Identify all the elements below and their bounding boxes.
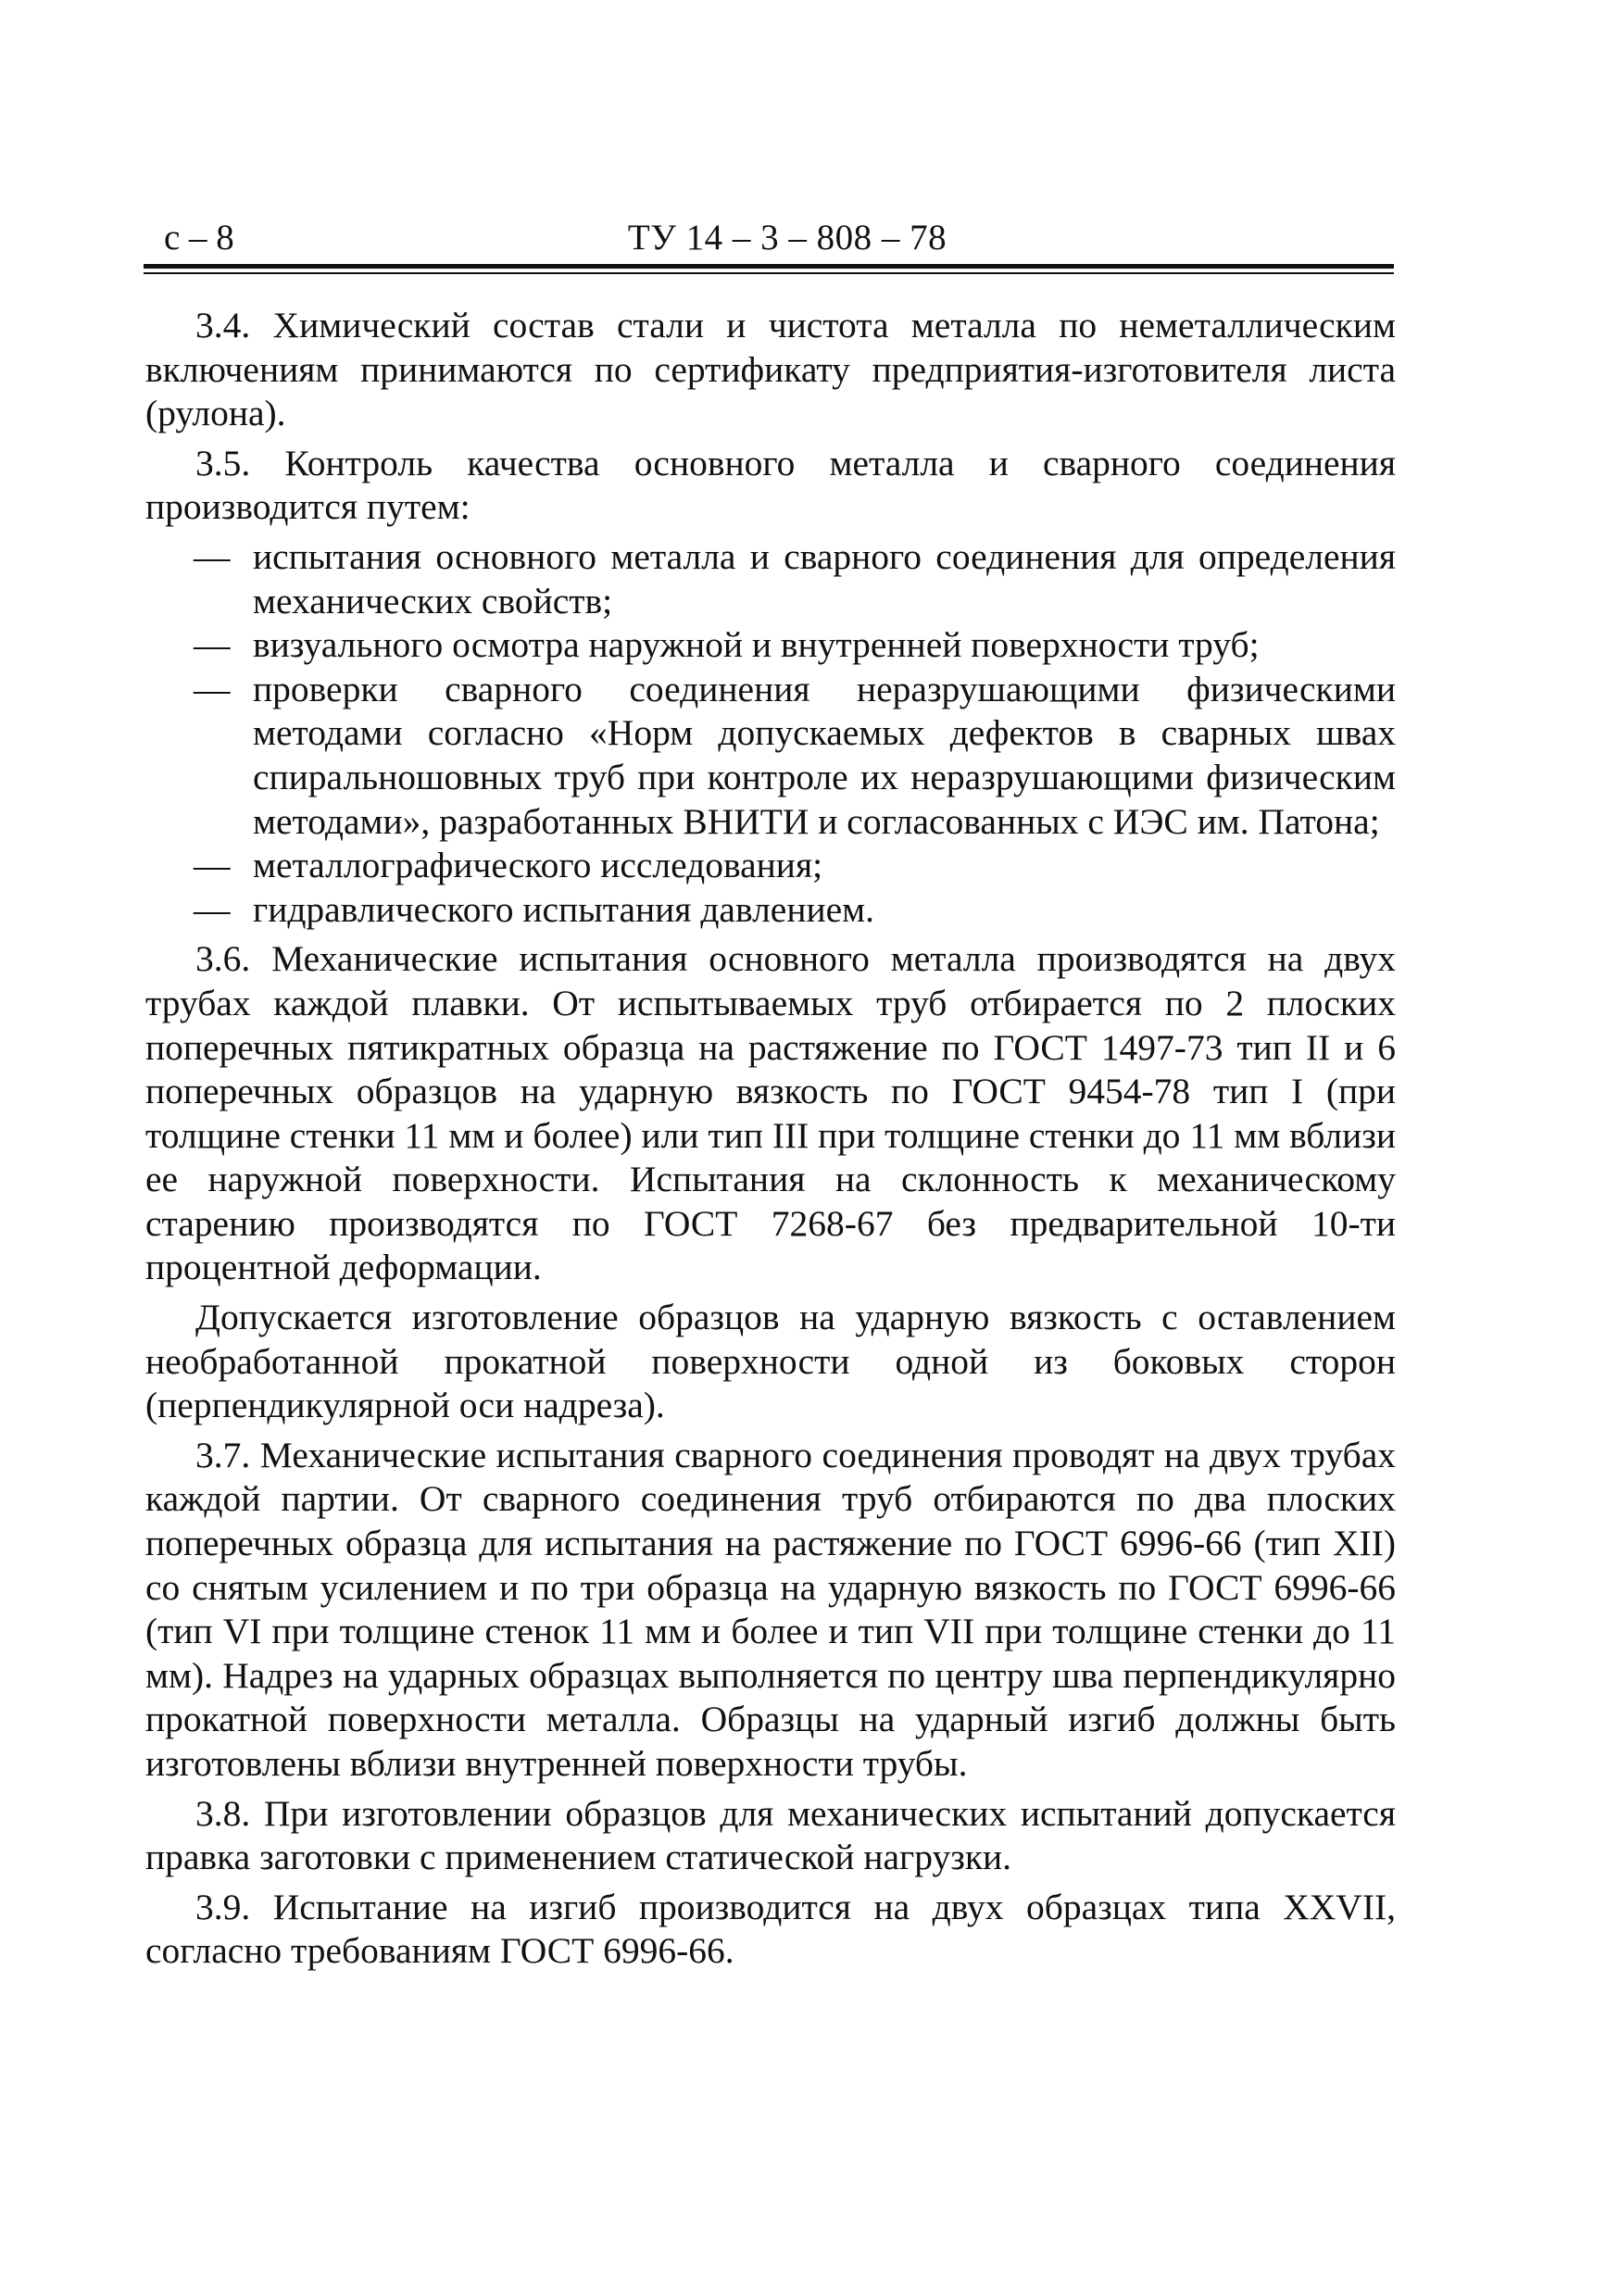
list-item-text: проверки сварного соединения неразрушающими физическими методами согласно «Норм допускаемых дефектов в сварных швах спиральношовных труб при контроле их неразрушающими физическим методами», разработанных ВНИТИ и согласованных с ИЭС им. Патона; [253, 668, 1396, 842]
list-item [145, 668, 1396, 844]
list-item-text: испытания основного металла и сварного соединения для определения механических свойств; [253, 535, 1396, 621]
section-3-5-list [145, 535, 1396, 932]
list-item-text: гидравлического испытания давлением. [253, 888, 875, 930]
list-item [145, 844, 1396, 888]
header-rule-thin [144, 272, 1394, 274]
document-code: ТУ 14 – 3 – 808 – 78 [627, 218, 947, 257]
list-item [145, 888, 1396, 933]
section-3-7: 3.7. Механические испытания сварного соединения проводят на двух трубах каждой партии. От сварного соединения труб отбираются по два плоских поперечных образца для испытания на растяжение по ГОСТ 6996-66 (тип XII) со снятым усилением и по три образца на ударную вязкость по ГОСТ 6996-66 (тип VI при толщине стенок 11 мм и более и тип VII при толщине стенки до 11 мм). Надрез на ударных образцах выполняется по центру шва перпендикулярно прокатной поверхности металла. Образцы на ударный изгиб должны быть изготовлены вблизи внутренней поверхности трубы. [145, 1434, 1396, 1784]
dash-bullet: — [194, 888, 231, 930]
page-header [144, 215, 1394, 261]
section-3-4: 3.4. Химический состав стали и чистота металла по неметаллическим включениям принимаются по сертификату предприятия-изготовителя листа (рулона). [145, 305, 1396, 434]
dash-bullet: — [194, 845, 231, 886]
section-3-6: 3.6. Механические испытания основного металла производятся на двух трубах каждой плавки. От испытываемых труб отбирается по 2 плоских поперечных пятикратных образца на растяжение по ГОСТ 1497-73 тип II и 6 поперечных образцов на ударную вязкость по ГОСТ 9454-78 тип I (при толщине стенки 11 мм и более) или тип III при толщине стенки до 11 мм вблизи ее наружной поверхности. Испытания на склонность к механическому старению производятся по ГОСТ 7268-67 без предварительной 10-ти процентной деформации. [145, 938, 1396, 1288]
section-3-8: 3.8. При изготовлении образцов для механических испытаний допускается правка заготовки с применением статической нагрузки. [145, 1792, 1396, 1878]
dash-bullet: — [194, 624, 231, 666]
section-3-5-intro: 3.5. Контроль качества основного металла и сварного соединения производится путем: [145, 442, 1396, 528]
section-3-6-note: Допускается изготовление образцов на ударную вязкость с оставлением необработанной прокатной поверхности одной из боковых сторон (перпендикулярной оси надреза). [145, 1297, 1396, 1426]
header-rule-thick [144, 264, 1394, 269]
dash-bullet: — [194, 535, 231, 577]
list-item [145, 623, 1396, 668]
list-item-text: визуального осмотра наружной и внутренней поверхности труб; [253, 624, 1260, 666]
list-item-text: металлографического исследования; [253, 845, 823, 886]
page-number: с – 8 [164, 218, 234, 257]
dash-bullet: — [194, 668, 231, 709]
section-3-9: 3.9. Испытание на изгиб производится на двух образцах типа XXVII, согласно требованиям ГОСТ 6996-66. [145, 1886, 1396, 1972]
list-item [145, 535, 1396, 623]
document-body [145, 304, 1396, 1979]
